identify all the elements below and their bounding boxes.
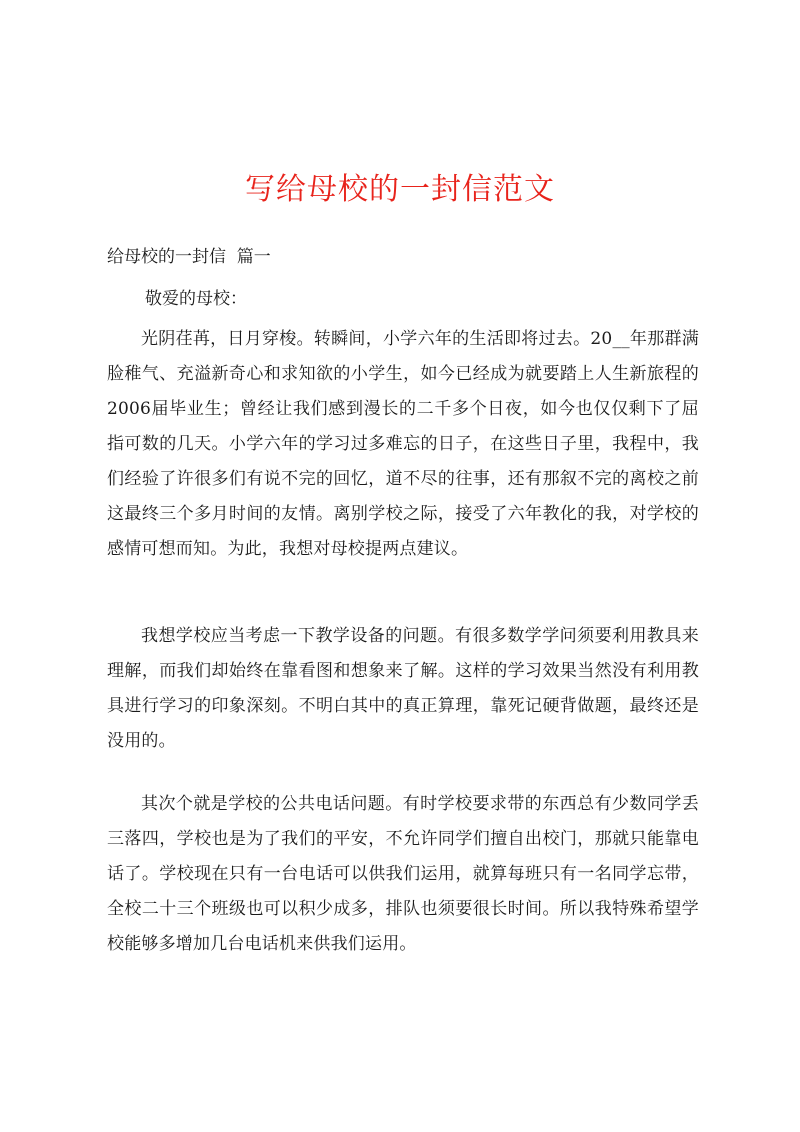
paragraph-1 — [107, 322, 699, 567]
section-heading: 给母校的一封信 篇一 — [107, 247, 271, 267]
paragraph-text: 光阴荏苒，日月穿梭。转瞬间，小学六年的生活即将过去。20__年那群满脸稚气、充溢新奇心和求知欲的小学生，如今已经成为就要踏上人生新旅程的2006届毕业生；曾经让我们感到漫长的二千多个日夜，如今也仅仅剩下了屈指可数的几天。小学六年的学习过多难忘的日子，在这些日子里，我程中，我们经验了许很多们有说不完的回忆，道不尽的往事，还有那叙不完的离校之前这最终三个多月时间的友情。离别学校之际，接受了六年教化的我，对学校的感情可想而知。为此，我想对母校提两点建议。 — [107, 329, 699, 559]
salutation: 敬爱的母校： — [145, 289, 247, 309]
paragraph-text: 其次个就是学校的公共电话问题。有时学校要求带的东西总有少数同学丢三落四，学校也是为了我们的平安，不允许同学们擅自出校门，那就只能靠电话了。学校现在只有一台电话可以供我们运用，就算每班只有一名同学忘带，全校二十三个班级也可以积少成多，排队也须要很长时间。所以我特殊希望学校能够多增加几台电话机来供我们运用。 — [107, 794, 699, 954]
paragraph-text: 我想学校应当考虑一下教学设备的问题。有很多数学学问须要利用教具来理解，而我们却始终在靠看图和想象来了解。这样的学习效果当然没有利用教具进行学习的印象深刻。不明白其中的真正算理，靠死记硬背做题，最终还是没用的。 — [107, 626, 699, 751]
paragraph-3 — [107, 787, 699, 962]
paragraph-2 — [107, 619, 699, 759]
page-title: 写给母校的一封信范文 — [245, 172, 555, 207]
